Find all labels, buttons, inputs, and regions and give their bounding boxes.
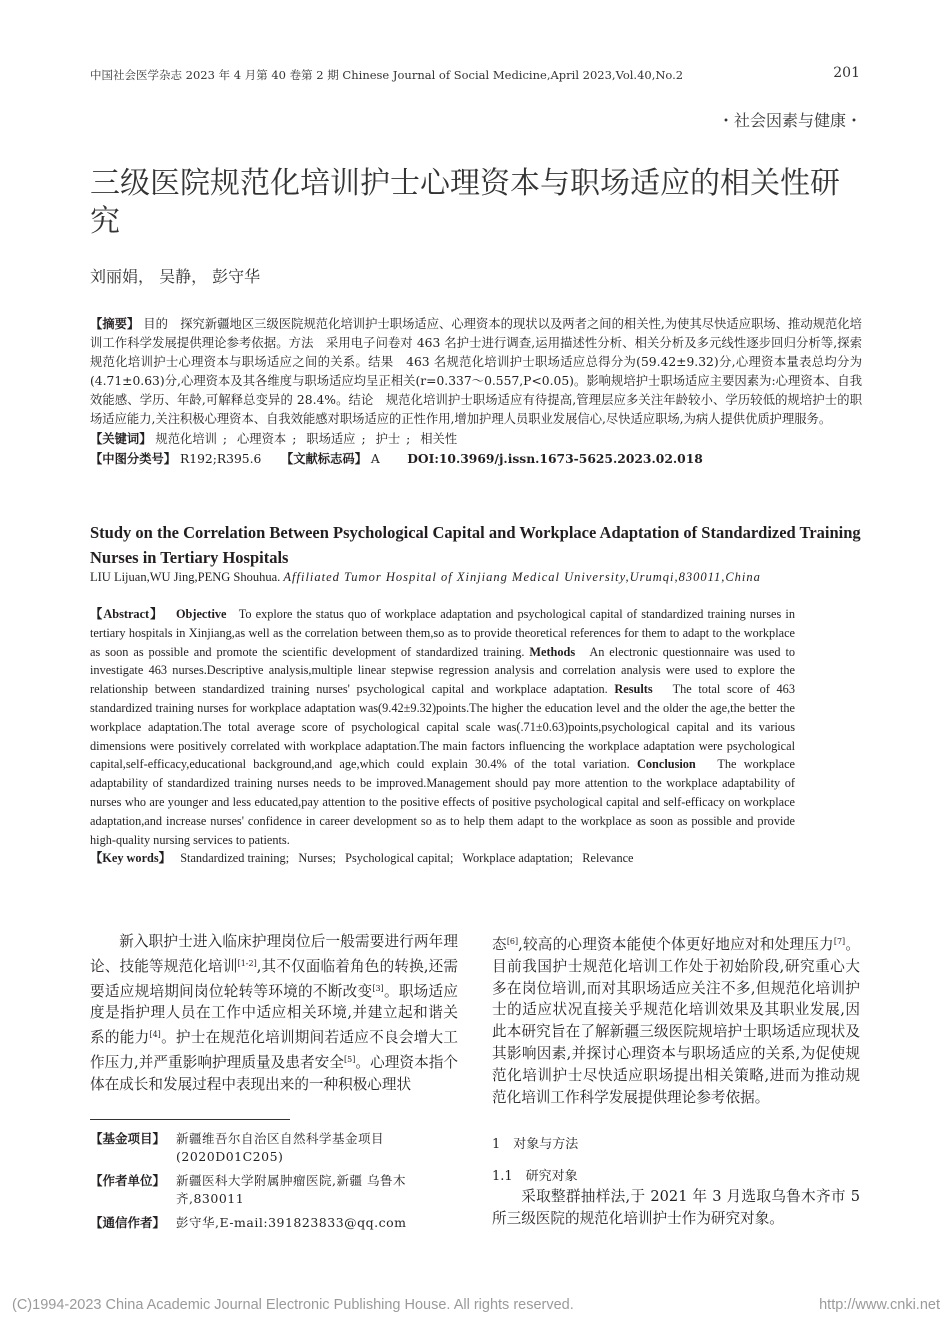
footnote-funding: 【基金项目】 新疆维吾尔自治区自然科学基金项目(2020D01C205): [90, 1131, 385, 1164]
citation[interactable]: [3]: [372, 983, 384, 993]
body-left-column: [90, 931, 458, 1096]
body-right-column: [492, 931, 860, 1108]
footnotes: [90, 1130, 460, 1238]
column-name: ・社会因素与健康・: [717, 111, 862, 130]
methods-text: An electronic questionnaire was used to investigate 463 nurses.Descriptive analysis,multiple linear stepwise regression analysis and correlation analysis were used to explore the relationship between standardized training nurses' psychological capital and workplace adaptation.: [90, 644, 796, 697]
keyword: 职场适应: [306, 432, 356, 446]
subsection-heading: 1.1 研究对象: [492, 1169, 578, 1184]
citation[interactable]: [1-2]: [237, 958, 257, 968]
abstract-text: 目的 探究新疆地区三级医院规范化培训护士职场适应、心理资本的现状以及两者之间的相关性,为使其尽快适应职场、推动规范化培训工作科学发展提供理论参考依据。方法 采用电子问卷对 463 名护士进行调查,运用描述性分析、相关分析及多元线性逐步回归分析等,探索规范化培训护士心理资本与职场适应之间的关系。结果 463 名规范化培训护士职场适应总得分为(59.42±9.32)分,心理资本量表总均分为(4.71±0.63)分,心理资本及其各维度与职场适应均呈正相关(r=0.337～0.557,P<0.05)。影响规培护士职场适应主要因素为:心理资本、自我效能感、学历、年龄,可解释总变异的 28.4%。结论 规范化培训护士职场适应有待提高,管理层应多关注年龄较小、学历较低的规培护士的职场适应能力,关注积极心理资本、自我效能感对职场适应的正性作用,增加护理人员职业发展信心,尽快适应职场,为病人提供优质护理服务。: [90, 317, 862, 426]
citation[interactable]: [4]: [149, 1030, 161, 1040]
classification-line: [90, 449, 862, 469]
english-affiliation: Affiliated Tumor Hospital of Xinjiang Medical University,Urumqi,830011,China: [283, 570, 761, 584]
keywords-line: 【关键词】 规范化培训 ; 心理资本 ; 职场适应 ; 护士 ; 相关性: [90, 431, 458, 446]
english-keyword: Nurses: [298, 851, 333, 866]
doi: DOI:10.3969/j.issn.1673-5625.2023.02.018: [407, 451, 703, 466]
keyword: 心理资本: [237, 432, 287, 446]
abstract-paragraph: [90, 314, 862, 429]
footnote-affiliation: 【作者单位】 新疆医科大学附属肿瘤医院,新疆 乌鲁木齐,830011: [90, 1173, 406, 1206]
objective-label: Objective: [175, 607, 227, 621]
doc-code: A: [370, 452, 380, 466]
footnote-divider: [90, 1119, 290, 1120]
conclusion-text: The workplace adaptability of standardized training nurses needs to be improved.Management should pay more attention to the workplace adaptability of nurses who are younger and less educated,pay attention to the positive effects of positive psychological capital and self-efficacy on workplace adaptation,and increase nurses' confidence in career development so as to help them adapt to the workplace as soon as possible and provide high-quality nursing services to patients.: [90, 757, 795, 847]
footnote-corresponding: 【通信作者】 彭守华,E-mail:391823833@qq.com: [90, 1215, 407, 1230]
keywords-label: 【关键词】: [90, 431, 152, 446]
page-number: 201: [833, 65, 860, 81]
english-keyword: Workplace adaptation: [462, 851, 570, 866]
english-keywords-label: 【Key words】: [90, 851, 171, 866]
methods-label: Methods: [529, 644, 576, 659]
english-keyword: Standardized training: [180, 851, 286, 866]
keyword: 相关性: [420, 432, 458, 446]
english-title: Study on the Correlation Between Psychological Capital and Workplace Adaptation of Standardized Training Nurses in Tertiary Hospitals: [90, 523, 861, 567]
english-keyword: Relevance: [582, 851, 634, 866]
cnki-link[interactable]: http://www.cnki.net: [819, 1297, 940, 1313]
english-keywords-line: 【Key words】 Standardized training; Nurses; Psychological capital; Workplace adaptation; Relevance: [90, 851, 634, 866]
citation[interactable]: [5]: [344, 1054, 356, 1064]
objective-text: To explore the status quo of workplace adaptation and psychological capital of standardized training nurses in tertiary hospitals in Xinjiang,as well as the correlation between them,so as to provide theoretical references for them to adapt to the workplace as soon as possible and promote the scientific development of standardized training.: [90, 607, 795, 659]
conclusion-label: Conclusion: [637, 757, 696, 772]
chinese-abstract: [90, 314, 862, 469]
english-abstract-label: 【Abstract】: [90, 607, 164, 621]
intro-paragraph-continued: 态[6],较高的心理资本能使个体更好地应对和处理压力[7]。目前我国护士规范化培训工作处于初始阶段,研究重心大多在岗位培训,而对其职场适应关注不多,但规范化培训护士的适应状况直接关乎规范化培训效果及其职业发展,因此本研究旨在了解新疆三级医院规培护士职场适应现状及其影响因素,并探讨心理资本与职场适应的关系,为促使规范化培训护士尽快适应职场提出相关策略,进而为推动规范化培训工作科学发展提供理论参考依据。: [492, 936, 860, 1106]
abstract-label: 【摘要】: [90, 316, 140, 331]
section-heading: 1 对象与方法: [492, 1137, 579, 1152]
english-abstract: [90, 605, 795, 868]
doc-code-label: 【文献标志码】: [280, 451, 367, 466]
english-author-names: LIU Lijuan,WU Jing,PENG Shouhua.: [90, 570, 281, 584]
journal-line: 中国社会医学杂志 2023 年 4 月第 40 卷第 2 期 Chinese Journal of Social Medicine,April 2023,Vol.40,No.2: [90, 68, 684, 82]
results-label: Results: [614, 682, 653, 697]
citation[interactable]: [7]: [833, 937, 846, 946]
keyword: 规范化培训: [155, 432, 217, 446]
copyright-text: (C)1994-2023 China Academic Journal Electronic Publishing House. All rights reserved.: [12, 1297, 574, 1313]
english-keyword: Psychological capital: [345, 851, 450, 866]
keyword: 护士: [375, 432, 401, 446]
copyright-footer: [12, 1297, 940, 1313]
clc-number: R192;R395.6: [180, 452, 262, 466]
results-text: The total score of 463 standardized training nurses for workplace adaptation was(9.42±9.32)points.The higher the education level and the older the age,the better the workplace adaptation.The total average score of psychological capital scale was(.71±0.63)points,psychological capital and its various dimensions were positively correlated with workplace adaptation.The main factors influencing the workplace adaptation were psychological capital,self-efficacy,educational background,and age,which could explain 30.4% of the total variation.: [90, 682, 795, 772]
intro-paragraph: 新入职护士进入临床护理岗位后一般需要进行两年理论、技能等规范化培训[1-2],其不仅面临着角色的转换,还需要适应规培期间岗位轮转等环境的不断改变[3]。职场适应度是指护理人员在工作中适应相关环境,并建立起和谐关系的能力[4]。护士在规范化培训期间若适应不良会增大工作压力,并严重影响护理质量及患者安全[5]。心理资本指个体在成长和发展过程中表现出来的一种积极心理状: [90, 933, 458, 1093]
english-abstract-paragraph: [90, 605, 795, 849]
article-title: 三级医院规范化培训护士心理资本与职场适应的相关性研究: [90, 166, 840, 239]
citation[interactable]: [6]: [506, 937, 519, 946]
authors: 刘丽娟， 吴静， 彭守华: [90, 267, 261, 286]
subsection-paragraph: 采取整群抽样法,于 2021 年 3 月选取乌鲁木齐市 5 所三级医院的规范化培训护士作为研究对象。: [492, 1188, 860, 1227]
clc-label: 【中图分类号】: [90, 451, 177, 466]
english-authors: [90, 568, 860, 586]
